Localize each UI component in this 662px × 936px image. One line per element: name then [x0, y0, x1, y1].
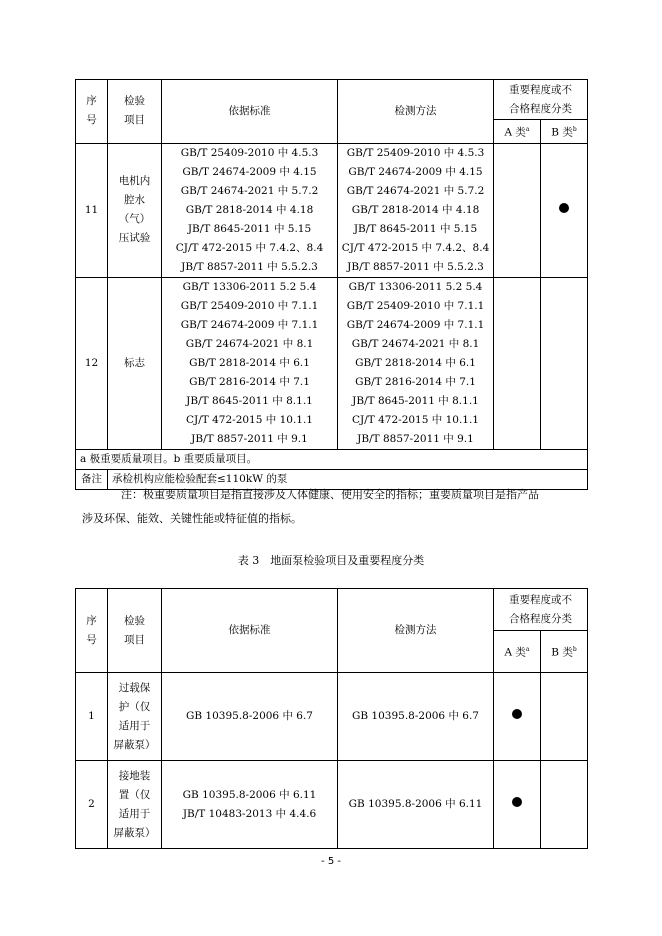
standard-line: JB/T 8857-2011 中 5.5.2.3 — [181, 260, 318, 273]
row-class-a — [494, 143, 541, 277]
text-line: 护（仅 — [118, 700, 151, 713]
bullet-mark — [512, 709, 522, 719]
note-line-1: 注：极重要质量项目是指直接涉及人体健康、使用安全的指标；重要质量项目是指产品 — [121, 488, 539, 501]
header-item — [108, 589, 162, 673]
row-seq: 1 — [76, 673, 108, 761]
standard-line: GB/T 25409-2010 中 4.5.3 — [180, 146, 319, 159]
inspection-table-continued — [75, 79, 588, 490]
standard-line: GB/T 2818-2014 中 4.18 — [351, 203, 480, 216]
standard-line: GB/T 25409-2010 中 4.5.3 — [346, 146, 485, 159]
bullet-mark — [512, 797, 522, 807]
standard-line: GB/T 2818-2014 中 4.18 — [185, 203, 314, 216]
standard-line: CJ/T 472-2015 中 10.1.1 — [185, 413, 313, 426]
row-item — [108, 277, 162, 449]
text-line: 适用于 — [118, 807, 151, 820]
header-seq — [76, 589, 108, 673]
header-class-b: B 类$^b$ — [541, 631, 588, 673]
standard-line: JB/T 8645-2011 中 5.15 — [353, 222, 478, 235]
standard-line: GB/T 24674-2021 中 5.7.2 — [346, 184, 485, 197]
standard-line: GB/T 13306-2011 5.2 5.4 — [182, 280, 317, 293]
standard-line: GB/T 2818-2014 中 6.1 — [189, 356, 310, 369]
row-item — [108, 143, 162, 277]
standard-line: GB/T 24674-2009 中 7.1.1 — [346, 318, 485, 331]
standard-line: GB/T 24674-2021 中 5.7.2 — [180, 184, 319, 197]
standard-line: GB/T 24674-2009 中 4.15 — [182, 165, 317, 178]
standard-line: JB/T 8857-2011 中 9.1 — [191, 432, 308, 445]
standard-line: GB 10395.8-2006 中 6.11 — [182, 788, 317, 801]
row-standards — [162, 143, 338, 277]
header-importance — [494, 589, 588, 631]
standard-line: GB/T 24674-2021 中 8.1 — [185, 337, 314, 350]
remark-label: 备注 — [76, 469, 108, 489]
text-line: 适用于 — [118, 719, 151, 732]
standard-line: GB 10395.8-2006 中 6.11 — [348, 798, 483, 810]
table-row — [76, 143, 588, 277]
header-class-a: A 类$^a$ — [494, 120, 541, 144]
text-line: 标志 — [124, 356, 145, 369]
row-class-a — [494, 761, 541, 849]
header-method: 检测方法 — [338, 80, 494, 144]
text-line: 检验 — [124, 614, 145, 627]
row-methods — [338, 277, 494, 449]
text-line: 合格程度分类 — [509, 612, 572, 625]
table-caption: 表 3 地面泵检验项目及重要程度分类 — [237, 554, 425, 567]
text-line: 过载保 — [118, 681, 151, 694]
text-line: 电机内 — [118, 175, 151, 187]
remark-text: 承检机构应能检验配套≤110kW 的泵 — [108, 469, 588, 489]
standard-line: CJ/T 472-2015 中 7.4.2、8.4 — [175, 241, 324, 254]
row-standards — [162, 277, 338, 449]
standard-line: GB/T 25409-2010 中 7.1.1 — [346, 299, 485, 312]
row-class-b — [541, 673, 588, 761]
header-class-a: A 类$^a$ — [494, 631, 541, 673]
standard-line: GB/T 24674-2009 中 7.1.1 — [180, 318, 319, 331]
row-class-b — [541, 761, 588, 849]
header-importance — [494, 80, 588, 120]
table-row — [76, 761, 588, 849]
standard-line: GB/T 24674-2009 中 4.15 — [348, 165, 483, 178]
standard-line: GB/T 13306-2011 5.2 5.4 — [348, 280, 483, 293]
standard-line: GB/T 2818-2014 中 6.1 — [355, 356, 476, 369]
row-methods — [338, 761, 494, 849]
table-footnote: a 极重要质量项目。b 重要质量项目。 — [76, 449, 588, 469]
text-line: 号 — [86, 633, 97, 646]
standard-line: GB 10395.8-2006 中 6.7 — [351, 710, 479, 722]
page-number: - 5 - — [321, 856, 341, 867]
text-line: （气） — [118, 213, 151, 225]
standard-line: JB/T 8645-2011 中 5.15 — [187, 222, 312, 235]
text-line: 项目 — [124, 114, 145, 127]
row-item — [108, 761, 162, 849]
text-line: 置（仅 — [118, 788, 151, 801]
header-standard: 依据标准 — [162, 589, 338, 673]
text-line: 序 — [86, 95, 97, 108]
standard-line: JB/T 10483-2013 中 4.4.6 — [182, 807, 317, 820]
row-seq: 12 — [76, 277, 108, 449]
note-line-2: 涉及环保、能效、关键性能或特征值的指标。 — [82, 512, 302, 525]
text-line: 重要程度或不 — [509, 593, 572, 606]
header-seq — [76, 80, 108, 144]
ground-pump-table — [75, 588, 588, 849]
header-standard: 依据标准 — [162, 80, 338, 144]
table-row — [76, 673, 588, 761]
row-standards — [162, 761, 338, 849]
row-methods — [338, 143, 494, 277]
text-line: 屏蔽泵） — [113, 738, 156, 751]
standard-line: JB/T 8857-2011 中 9.1 — [357, 432, 474, 445]
row-class-b — [541, 277, 588, 449]
text-line: 序 — [86, 614, 97, 627]
text-line: 压试验 — [118, 232, 151, 244]
row-seq: 2 — [76, 761, 108, 849]
standard-line: JB/T 8645-2011 中 8.1.1 — [186, 394, 313, 407]
standard-line: GB/T 24674-2021 中 8.1 — [351, 337, 480, 350]
standard-line: JB/T 8857-2011 中 5.5.2.3 — [347, 260, 484, 273]
text-line: 号 — [86, 114, 97, 127]
text-line: 腔水 — [124, 194, 145, 206]
row-standards — [162, 673, 338, 761]
text-line: 检验 — [124, 95, 145, 108]
standard-line: GB/T 25409-2010 中 7.1.1 — [180, 299, 319, 312]
standard-line: GB 10395.8-2006 中 6.7 — [185, 710, 313, 722]
text-line: 接地装 — [118, 769, 151, 782]
row-class-a — [494, 277, 541, 449]
table-row — [76, 277, 588, 449]
row-item — [108, 673, 162, 761]
header-class-b: B 类$^b$ — [541, 120, 588, 144]
standard-line: GB/T 2816-2014 中 7.1 — [189, 375, 310, 388]
text-line: 重要程度或不 — [509, 83, 572, 96]
text-line: 合格程度分类 — [509, 102, 572, 115]
text-line: 屏蔽泵） — [113, 826, 156, 839]
standard-line: JB/T 8645-2011 中 8.1.1 — [352, 394, 479, 407]
standard-line: CJ/T 472-2015 中 10.1.1 — [351, 413, 479, 426]
row-seq: 11 — [76, 143, 108, 277]
row-methods — [338, 673, 494, 761]
bullet-mark — [559, 203, 569, 213]
row-class-a — [494, 673, 541, 761]
standard-line: GB/T 2816-2014 中 7.1 — [355, 375, 476, 388]
text-line: 项目 — [124, 633, 145, 646]
header-item — [108, 80, 162, 144]
row-class-b — [541, 143, 588, 277]
header-method: 检测方法 — [338, 589, 494, 673]
standard-line: CJ/T 472-2015 中 7.4.2、8.4 — [341, 241, 490, 254]
